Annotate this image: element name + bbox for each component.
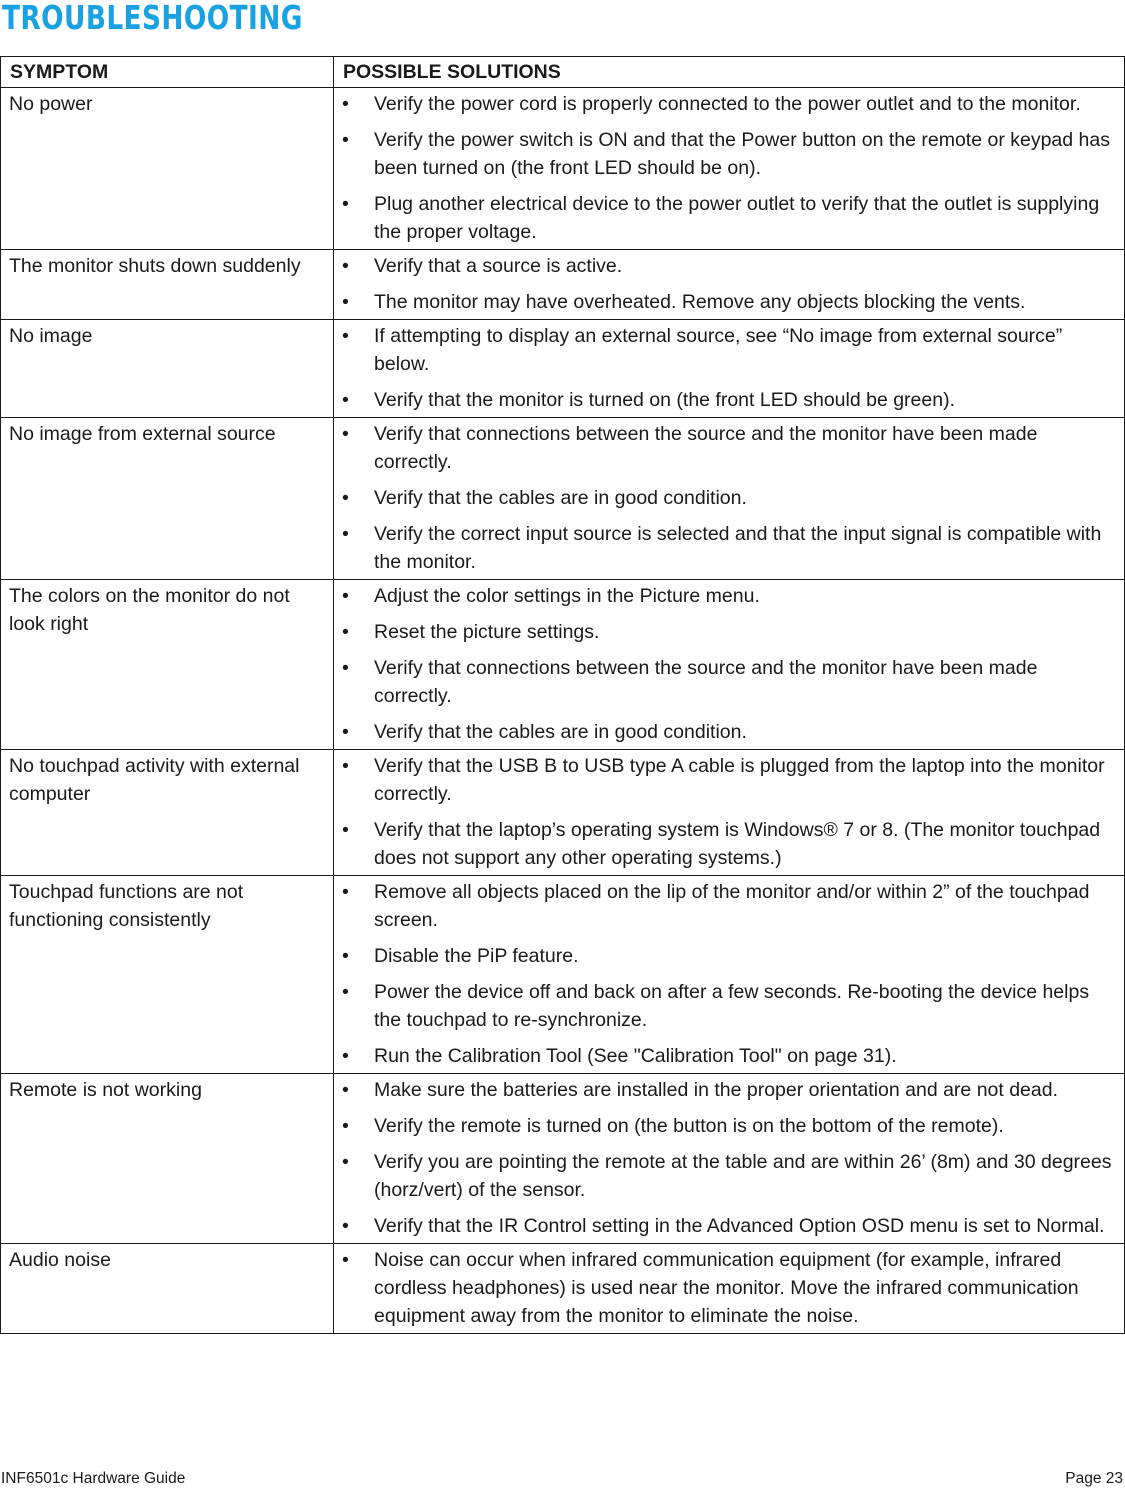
solution-item (342, 1212, 1120, 1240)
solution-item (342, 190, 1120, 246)
bullet-icon: • (342, 621, 349, 643)
solution-text: Noise can occur when infrared communication equipment (for example, infrared cordless headphones) is used near the monitor. Move the infrared communication equipment away from the monitor to eliminate the noise. (374, 1249, 1079, 1327)
solution-item (342, 1042, 1120, 1070)
solution-text: Verify that the laptop’s operating system is Windows® 7 or 8. (The monitor touchpad does not support any other operating systems.) (374, 819, 1101, 869)
bullet-icon: • (342, 523, 349, 545)
solutions-list (342, 252, 1120, 316)
solution-text: Verify that connections between the source and the monitor have been made correctly. (374, 657, 1038, 707)
table-row (1, 418, 1125, 580)
solution-item (342, 1148, 1120, 1204)
bullet-icon: • (342, 1151, 349, 1173)
bullet-icon: • (342, 721, 349, 743)
bullet-icon: • (342, 981, 349, 1003)
bullet-icon: • (342, 1115, 349, 1137)
solutions-list (342, 752, 1120, 872)
solution-text: Disable the PiP feature. (374, 945, 579, 967)
solution-text: Verify the remote is turned on (the button is on the bottom of the remote). (374, 1115, 1004, 1137)
bullet-icon: • (342, 1249, 349, 1271)
solutions-cell (334, 250, 1125, 320)
solution-item (342, 520, 1120, 576)
table-row (1, 250, 1125, 320)
symptom-cell: No touchpad activity with external computer (1, 750, 334, 876)
solutions-column-header: POSSIBLE SOLUTIONS (334, 57, 1125, 88)
bullet-icon: • (342, 325, 349, 347)
solution-text: Verify that the cables are in good condition. (374, 721, 747, 743)
table-row (1, 1074, 1125, 1244)
solution-item (342, 582, 1120, 610)
solution-text: Verify that the cables are in good condition. (374, 487, 747, 509)
bullet-icon: • (342, 389, 349, 411)
solutions-list (342, 322, 1120, 414)
solutions-list (342, 420, 1120, 576)
solution-text: Run the Calibration Tool (See "Calibration Tool" on page 31). (374, 1045, 897, 1067)
table-row (1, 1244, 1125, 1334)
bullet-icon: • (342, 1079, 349, 1101)
solution-item (342, 752, 1120, 808)
solutions-cell (334, 1074, 1125, 1244)
bullet-icon: • (342, 423, 349, 445)
symptom-cell: No image (1, 320, 334, 418)
solution-text: Verify that the IR Control setting in the Advanced Option OSD menu is set to Normal. (374, 1215, 1105, 1237)
solution-item (342, 978, 1120, 1034)
solution-text: The monitor may have overheated. Remove any objects blocking the vents. (374, 291, 1026, 313)
table-row (1, 320, 1125, 418)
solution-item (342, 878, 1120, 934)
solution-item (342, 252, 1120, 280)
solution-item (342, 288, 1120, 316)
solution-text: Power the device off and back on after a few seconds. Re-booting the device helps the touchpad to re-synchronize. (374, 981, 1090, 1031)
solution-item (342, 1112, 1120, 1140)
solutions-list (342, 1076, 1120, 1240)
solution-item (342, 90, 1120, 118)
solution-text: Adjust the color settings in the Picture menu. (374, 585, 760, 607)
solution-text: Make sure the batteries are installed in the proper orientation and are not dead. (374, 1079, 1059, 1101)
header-row (1, 57, 1125, 88)
solutions-list (342, 1246, 1120, 1330)
solution-text: Reset the picture settings. (374, 621, 600, 643)
solutions-cell (334, 88, 1125, 250)
solutions-cell (334, 320, 1125, 418)
footer-page-number: Page 23 (1065, 1470, 1123, 1487)
solution-text: Verify that connections between the source and the monitor have been made correctly. (374, 423, 1038, 473)
bullet-icon: • (342, 945, 349, 967)
solution-text: Verify that the monitor is turned on (the front LED should be green). (374, 389, 955, 411)
bullet-icon: • (342, 585, 349, 607)
bullet-icon: • (342, 193, 349, 215)
bullet-icon: • (342, 255, 349, 277)
symptom-cell: The monitor shuts down suddenly (1, 250, 334, 320)
table-header (1, 57, 1125, 88)
symptom-cell: No image from external source (1, 418, 334, 580)
bullet-icon: • (342, 819, 349, 841)
symptom-column-header: SYMPTOM (1, 57, 334, 88)
solution-text: Verify the power cord is properly connected to the power outlet and to the monitor. (374, 93, 1081, 115)
bullet-icon: • (342, 881, 349, 903)
solution-text: If attempting to display an external source, see “No image from external source” below. (374, 325, 1063, 375)
bullet-icon: • (342, 657, 349, 679)
solution-text: Verify the correct input source is selected and that the input signal is compatible with the monitor. (374, 523, 1102, 573)
symptom-cell: Touchpad functions are not functioning consistently (1, 876, 334, 1074)
table-row (1, 580, 1125, 750)
solution-item (342, 618, 1120, 646)
symptom-cell: Audio noise (1, 1244, 334, 1334)
symptom-cell: The colors on the monitor do not look right (1, 580, 334, 750)
troubleshooting-table (0, 56, 1125, 1334)
table-body (1, 88, 1125, 1334)
table-row (1, 876, 1125, 1074)
solution-item (342, 420, 1120, 476)
solutions-cell (334, 580, 1125, 750)
solution-item (342, 1246, 1120, 1330)
solution-item (342, 654, 1120, 710)
bullet-icon: • (342, 93, 349, 115)
solution-item (342, 718, 1120, 746)
page-title: TROUBLESHOOTING (2, 0, 303, 37)
solution-item (342, 322, 1120, 378)
footer-doc-title: INF6501c Hardware Guide (1, 1470, 186, 1487)
solution-text: Verify the power switch is ON and that the Power button on the remote or keypad has been turned on (the front LED should be on). (374, 129, 1110, 179)
bullet-icon: • (342, 1045, 349, 1067)
bullet-icon: • (342, 129, 349, 151)
table-row (1, 88, 1125, 250)
solution-item (342, 816, 1120, 872)
solution-item (342, 126, 1120, 182)
table-row (1, 750, 1125, 876)
solution-item (342, 942, 1120, 970)
solutions-list (342, 90, 1120, 246)
symptom-cell: No power (1, 88, 334, 250)
solution-item (342, 386, 1120, 414)
solution-text: Remove all objects placed on the lip of the monitor and/or within 2” of the touchpad screen. (374, 881, 1090, 931)
solutions-list (342, 582, 1120, 746)
solution-item (342, 484, 1120, 512)
bullet-icon: • (342, 487, 349, 509)
solutions-cell (334, 876, 1125, 1074)
solutions-list (342, 878, 1120, 1070)
bullet-icon: • (342, 291, 349, 313)
solution-text: Verify that a source is active. (374, 255, 623, 277)
solutions-cell (334, 750, 1125, 876)
solution-text: Verify you are pointing the remote at the table and are within 26’ (8m) and 30 degrees (horz/vert) of the sensor. (374, 1151, 1112, 1201)
bullet-icon: • (342, 755, 349, 777)
solutions-cell (334, 1244, 1125, 1334)
solution-text: Plug another electrical device to the power outlet to verify that the outlet is supplying the proper voltage. (374, 193, 1100, 243)
solution-item (342, 1076, 1120, 1104)
solution-text: Verify that the USB B to USB type A cable is plugged from the laptop into the monitor correctly. (374, 755, 1105, 805)
bullet-icon: • (342, 1215, 349, 1237)
symptom-cell: Remote is not working (1, 1074, 334, 1244)
solutions-cell (334, 418, 1125, 580)
